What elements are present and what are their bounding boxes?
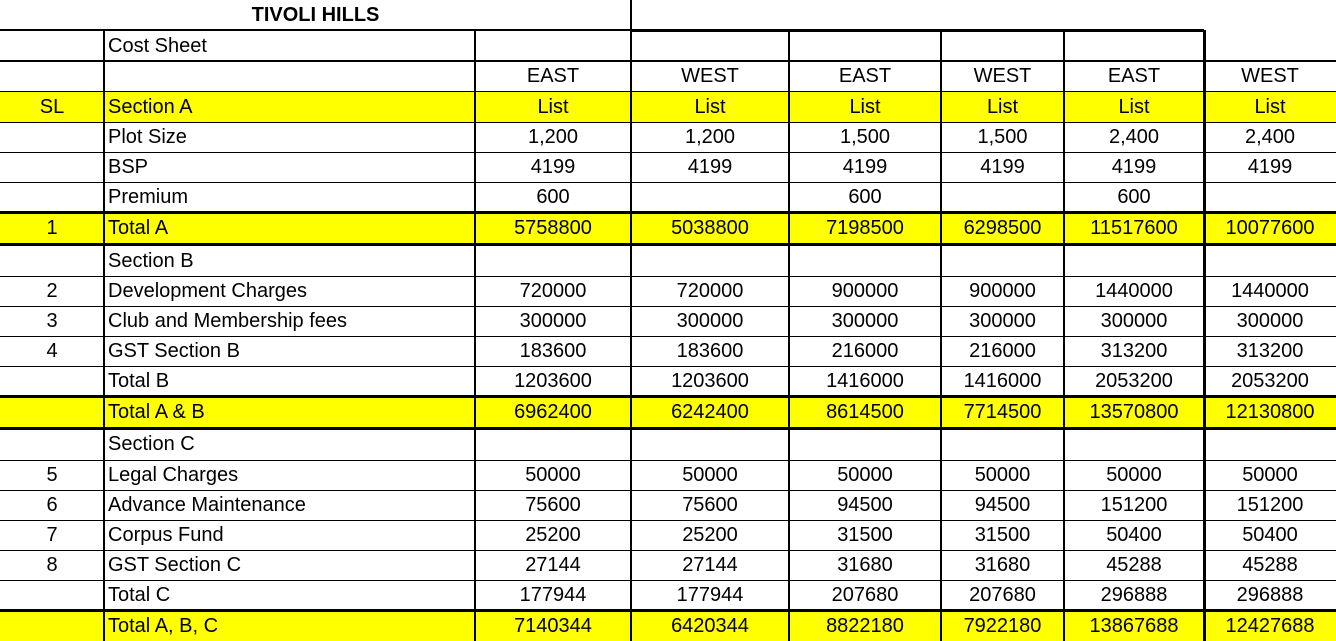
row-label: Development Charges — [108, 280, 307, 302]
sl-cell — [0, 152, 104, 182]
value-cell: 151200 — [1236, 494, 1304, 516]
grid-line-h — [0, 460, 1336, 461]
value-cell: 2053200 — [1095, 370, 1173, 392]
value-cell: 1203600 — [671, 370, 749, 392]
value-cell: 6242400 — [671, 401, 749, 423]
grid-line-v — [474, 30, 476, 641]
sl-cell: SL — [39, 95, 65, 118]
value-cell: 5758800 — [514, 217, 592, 239]
value-cell: 31500 — [837, 524, 893, 546]
value-cell: 1,500 — [839, 126, 891, 148]
grid-line-h — [631, 29, 1204, 32]
value-cell: 296888 — [1236, 584, 1304, 606]
value-cell — [475, 245, 631, 276]
value-cell: 31680 — [974, 554, 1031, 576]
sheet-title: TIVOLI HILLS — [251, 4, 380, 26]
value-cell: 313200 — [1236, 340, 1304, 362]
grid-line-h — [0, 276, 1336, 277]
sl-cell: 8 — [46, 554, 58, 576]
value-cell: 900000 — [831, 280, 899, 302]
value-cell — [1204, 428, 1336, 460]
value-cell: 50000 — [1106, 464, 1162, 486]
value-cell: 600 — [1117, 186, 1151, 208]
value-cell: 4199 — [842, 156, 888, 178]
value-cell: List — [1254, 95, 1286, 118]
grid-line-h — [0, 122, 1336, 123]
value-cell: 1440000 — [1231, 280, 1309, 302]
value-cell: 207680 — [969, 584, 1036, 606]
value-cell — [789, 245, 941, 276]
value-cell — [941, 182, 1064, 212]
sl-cell — [0, 122, 104, 152]
value-cell: 94500 — [974, 494, 1031, 516]
value-cell: 4199 — [980, 156, 1025, 178]
row-label: Club and Membership fees — [108, 310, 348, 332]
grid-line-h — [0, 29, 631, 31]
sl-cell: 3 — [46, 310, 58, 332]
value-cell: 6962400 — [514, 401, 592, 423]
row-label: Total A — [108, 217, 169, 239]
value-cell: 45288 — [1106, 554, 1162, 576]
value-cell: 4199 — [530, 156, 576, 178]
value-cell: 207680 — [831, 584, 899, 606]
value-cell: 300000 — [831, 310, 899, 332]
row-label: Legal Charges — [108, 464, 239, 486]
grid-line-h — [0, 395, 1336, 398]
value-cell: 50000 — [837, 464, 893, 486]
value-cell: 1416000 — [826, 370, 904, 392]
grid-line-h — [0, 306, 1336, 307]
value-cell: 75600 — [682, 494, 738, 516]
value-cell: 8822180 — [826, 614, 904, 637]
value-cell: 4199 — [1111, 156, 1157, 178]
grid-line-h — [0, 490, 1336, 491]
value-cell: 45288 — [1242, 554, 1298, 576]
grid-line-v — [1063, 30, 1065, 641]
sl-cell: 6 — [46, 494, 58, 516]
value-cell: 300000 — [676, 310, 744, 332]
row-label: Advance Maintenance — [108, 494, 306, 516]
value-cell — [789, 428, 941, 460]
row-label: Section B — [108, 249, 194, 272]
value-cell: 720000 — [519, 280, 587, 302]
value-cell: 94500 — [837, 494, 893, 516]
value-cell: 5038800 — [671, 217, 749, 239]
value-cell: 25200 — [525, 524, 581, 546]
value-cell: 50000 — [1242, 464, 1298, 486]
value-cell: 177944 — [519, 584, 587, 606]
value-cell: 12130800 — [1225, 401, 1315, 423]
value-cell — [475, 428, 631, 460]
value-cell: 216000 — [969, 340, 1036, 362]
value-cell: 4199 — [687, 156, 733, 178]
value-cell: List — [694, 95, 726, 118]
value-cell: 216000 — [831, 340, 899, 362]
grid-line-h — [0, 211, 1336, 214]
value-cell — [941, 245, 1064, 276]
value-cell: 600 — [848, 186, 882, 208]
row-label: Total B — [108, 370, 170, 392]
value-cell: 50000 — [974, 464, 1031, 486]
facing-header: WEST — [681, 65, 739, 87]
grid-line-h — [0, 520, 1336, 521]
value-cell: 720000 — [676, 280, 744, 302]
value-cell: 27144 — [525, 554, 581, 576]
value-cell: 27144 — [682, 554, 738, 576]
value-cell: 1,200 — [527, 126, 579, 148]
grid-line-h — [0, 427, 1336, 430]
sl-cell: 1 — [46, 217, 58, 239]
value-cell: 50400 — [1242, 524, 1298, 546]
value-cell: 300000 — [1100, 310, 1168, 332]
value-cell: 2053200 — [1231, 370, 1309, 392]
sl-cell: 2 — [46, 280, 58, 302]
value-cell — [1064, 428, 1204, 460]
grid-line-h — [0, 243, 1336, 246]
value-cell: 313200 — [1100, 340, 1168, 362]
sl-cell — [0, 580, 104, 610]
value-cell: 900000 — [969, 280, 1036, 302]
value-cell: 1,500 — [977, 126, 1028, 148]
row-label: BSP — [108, 156, 149, 178]
row-label: Section C — [108, 433, 195, 455]
row-label: Total A & B — [108, 401, 205, 423]
grid-line-h — [0, 366, 1336, 367]
grid-line-h — [0, 152, 1336, 153]
sl-cell: 4 — [46, 340, 58, 362]
grid-line-v — [103, 30, 105, 641]
value-cell: 6298500 — [963, 217, 1042, 239]
value-cell — [1204, 245, 1336, 276]
value-cell: 7922180 — [963, 614, 1042, 637]
value-cell: 7140344 — [514, 614, 592, 637]
value-cell: 600 — [536, 186, 570, 208]
grid-line-h — [0, 182, 1336, 183]
row-label: GST Section B — [108, 340, 240, 362]
value-cell: 1203600 — [514, 370, 592, 392]
value-cell — [631, 245, 789, 276]
sl-cell — [0, 182, 104, 212]
facing-header: EAST — [526, 65, 580, 87]
grid-line-h — [0, 609, 1336, 612]
value-cell: List — [537, 95, 569, 118]
value-cell: List — [1118, 95, 1150, 118]
facing-header: EAST — [838, 65, 892, 87]
value-cell: 31500 — [974, 524, 1031, 546]
value-cell: 13570800 — [1089, 401, 1179, 423]
value-cell: 300000 — [519, 310, 587, 332]
sl-cell — [0, 610, 104, 641]
grid-line-h — [0, 580, 1336, 581]
row-label: Plot Size — [108, 126, 187, 148]
value-cell: 11517600 — [1090, 217, 1178, 239]
value-cell: 50000 — [682, 464, 738, 486]
value-cell: 300000 — [969, 310, 1036, 332]
value-cell: 1,200 — [684, 126, 736, 148]
sl-cell — [0, 366, 104, 396]
value-cell: 13867688 — [1089, 614, 1179, 637]
value-cell — [941, 428, 1064, 460]
facing-header: WEST — [973, 65, 1032, 87]
value-cell: 177944 — [676, 584, 744, 606]
sl-cell — [0, 396, 104, 428]
grid-line-h — [0, 60, 1336, 62]
value-cell: List — [986, 95, 1019, 118]
value-cell — [631, 428, 789, 460]
value-cell: 50400 — [1106, 524, 1162, 546]
facing-header: WEST — [1241, 65, 1299, 87]
grid-line-h — [0, 91, 1336, 92]
value-cell: 50000 — [525, 464, 581, 486]
sl-cell — [0, 245, 104, 276]
value-cell: 8614500 — [826, 401, 904, 423]
facing-header: EAST — [1107, 65, 1161, 87]
value-cell: 75600 — [525, 494, 581, 516]
row-label: GST Section C — [108, 554, 242, 576]
row-label: Total C — [108, 584, 171, 606]
value-cell: 25200 — [682, 524, 738, 546]
sl-cell — [0, 428, 104, 460]
grid-line-h — [0, 550, 1336, 551]
value-cell: 7198500 — [826, 217, 904, 239]
row-label: Corpus Fund — [108, 524, 224, 546]
value-cell — [631, 182, 789, 212]
value-cell: 151200 — [1100, 494, 1168, 516]
grid-line-v — [630, 0, 632, 641]
value-cell — [1064, 245, 1204, 276]
sl-cell: 5 — [46, 464, 58, 486]
value-cell: 31680 — [837, 554, 893, 576]
sheet-subtitle: Cost Sheet — [108, 34, 207, 57]
value-cell: 2,400 — [1244, 126, 1296, 148]
value-cell — [1204, 182, 1336, 212]
value-cell: 183600 — [519, 340, 587, 362]
grid-line-h — [0, 336, 1336, 337]
value-cell: 1440000 — [1095, 280, 1173, 302]
grid-line-v — [788, 30, 790, 641]
grid-line-v — [1203, 30, 1206, 641]
value-cell: 10077600 — [1225, 217, 1315, 239]
value-cell: 183600 — [676, 340, 744, 362]
sl-cell: 7 — [46, 524, 58, 546]
value-cell: 300000 — [1236, 310, 1304, 332]
value-cell: 7714500 — [963, 401, 1042, 423]
row-label: Premium — [108, 186, 189, 208]
value-cell: 6420344 — [671, 614, 749, 637]
grid-line-v — [940, 30, 942, 641]
row-label: Total A, B, C — [108, 614, 219, 637]
value-cell: List — [849, 95, 881, 118]
value-cell: 12427688 — [1225, 614, 1315, 637]
value-cell: 2,400 — [1108, 126, 1160, 148]
value-cell: 296888 — [1100, 584, 1168, 606]
value-cell: 4199 — [1247, 156, 1293, 178]
row-label: Section A — [108, 95, 193, 118]
value-cell: 1416000 — [963, 370, 1042, 392]
